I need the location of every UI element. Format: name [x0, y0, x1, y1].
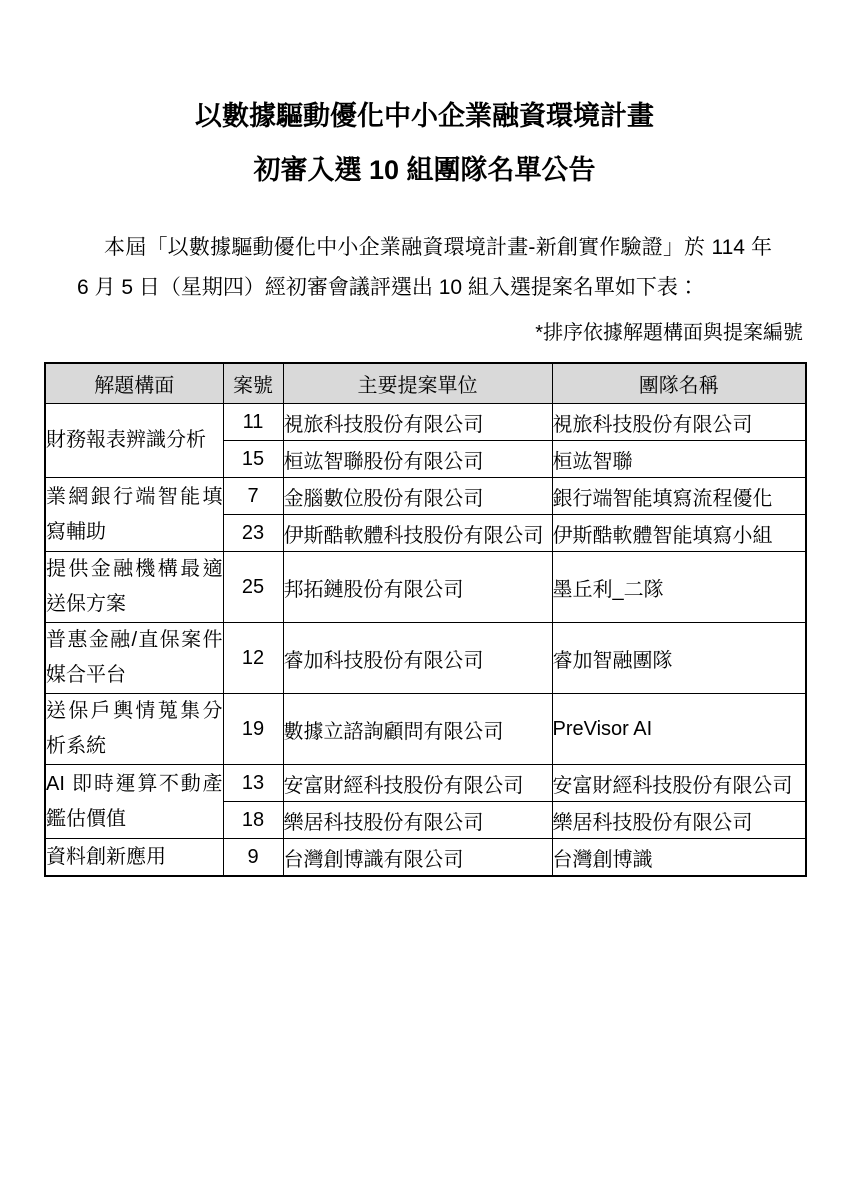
- case-no-cell: 11: [223, 404, 283, 441]
- table-row: [45, 404, 806, 441]
- team-cell: 台灣創博識: [552, 839, 806, 877]
- case-no-cell: 13: [223, 765, 283, 802]
- proposer-cell: 安富財經科技股份有限公司: [283, 765, 552, 802]
- proposer-cell: 數據立諮詢顧問有限公司: [283, 694, 552, 765]
- case-no-cell: 25: [223, 552, 283, 623]
- aspect-cell: 資料創新應用: [45, 839, 223, 877]
- proposer-cell: 桓竑智聯股份有限公司: [283, 441, 552, 478]
- team-cell: 伊斯酷軟體智能填寫小組: [552, 515, 806, 552]
- results-table-head: [45, 363, 806, 404]
- aspect-cell: 財務報表辨識分析: [45, 404, 223, 478]
- aspect-cell: 送保戶輿情蒐集分析系統: [45, 694, 223, 765]
- aspect-cell: AI 即時運算不動產鑑估價值: [45, 765, 223, 839]
- aspect-cell: 業網銀行端智能填寫輔助: [45, 478, 223, 552]
- header-case-no: 案號: [223, 363, 283, 404]
- team-cell: 睿加智融團隊: [552, 623, 806, 694]
- proposer-cell: 邦拓鏈股份有限公司: [283, 552, 552, 623]
- intro-paragraph: 本屆「以數據驅動優化中小企業融資環境計畫-新創實作驗證」於 114 年 6 月 5 日（星期四）經初審會議評選出 10 組入選提案名單如下表：: [77, 236, 772, 299]
- results-table-body: [45, 404, 806, 877]
- team-cell: 桓竑智聯: [552, 441, 806, 478]
- table-row: [45, 623, 806, 694]
- case-no-cell: 15: [223, 441, 283, 478]
- table-row: [45, 839, 806, 877]
- proposer-cell: 金腦數位股份有限公司: [283, 478, 552, 515]
- header-team: 團隊名稱: [552, 363, 806, 404]
- page-title: 以數據驅動優化中小企業融資環境計畫: [195, 101, 654, 131]
- team-cell: 銀行端智能填寫流程優化: [552, 478, 806, 515]
- header-proposer: 主要提案單位: [283, 363, 552, 404]
- case-no-cell: 7: [223, 478, 283, 515]
- proposer-cell: 睿加科技股份有限公司: [283, 623, 552, 694]
- proposer-cell: 伊斯酷軟體科技股份有限公司: [283, 515, 552, 552]
- team-cell: PreVisor AI: [552, 694, 806, 765]
- case-no-cell: 12: [223, 623, 283, 694]
- aspect-cell: 提供金融機構最適送保方案: [45, 552, 223, 623]
- table-row: [45, 694, 806, 765]
- team-cell: 樂居科技股份有限公司: [552, 802, 806, 839]
- case-no-cell: 18: [223, 802, 283, 839]
- header-aspect: 解題構面: [45, 363, 223, 404]
- sort-note: *排序依據解題構面與提案編號: [535, 322, 803, 344]
- table-row: [45, 478, 806, 515]
- proposer-cell: 樂居科技股份有限公司: [283, 802, 552, 839]
- team-cell: 視旅科技股份有限公司: [552, 404, 806, 441]
- header-row: [45, 363, 806, 404]
- case-no-cell: 9: [223, 839, 283, 877]
- table-row: [45, 765, 806, 802]
- case-no-cell: 23: [223, 515, 283, 552]
- team-cell: 墨丘利_二隊: [552, 552, 806, 623]
- aspect-cell: 普惠金融/直保案件媒合平台: [45, 623, 223, 694]
- results-table: [44, 362, 807, 877]
- table-row: [45, 552, 806, 623]
- page-subtitle: 初審入選 10 組團隊名單公告: [253, 155, 596, 185]
- case-no-cell: 19: [223, 694, 283, 765]
- proposer-cell: 視旅科技股份有限公司: [283, 404, 552, 441]
- proposer-cell: 台灣創博識有限公司: [283, 839, 552, 877]
- team-cell: 安富財經科技股份有限公司: [552, 765, 806, 802]
